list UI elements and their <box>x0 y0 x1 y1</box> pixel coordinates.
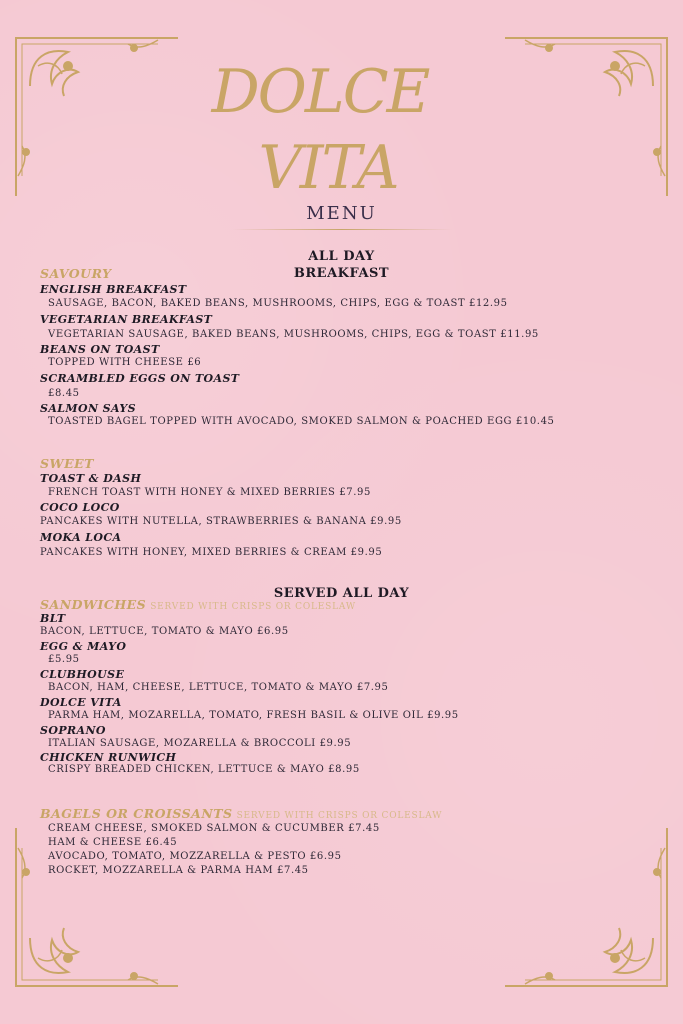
menu-item-name: COCO LOCO <box>40 501 120 514</box>
category-bagels <box>40 806 442 821</box>
logo-line-2: VITA <box>258 133 398 200</box>
ornament-corner-icon <box>8 823 183 998</box>
menu-item-name: CHICKEN RUNWICH <box>40 751 177 764</box>
menu-item-desc: FRENCH TOAST WITH HONEY & MIXED BERRIES £7.95 <box>48 487 371 498</box>
menu-item-desc: CRISPY BREADED CHICKEN, LETTUCE & MAYO £8.95 <box>48 764 360 775</box>
menu-item-desc: TOPPED WITH CHEESE £6 <box>48 357 202 368</box>
ornament-corner-icon <box>500 26 675 201</box>
section-title-all-day: ALL DAY <box>308 249 375 264</box>
menu-item-name: CLUBHOUSE <box>40 668 125 681</box>
menu-item-desc: AVOCADO, TOMATO, MOZZARELLA & PESTO £6.95 <box>48 851 342 862</box>
menu-item-name: MOKA LOCA <box>40 531 122 544</box>
menu-item-name: DOLCE VITA <box>40 696 122 709</box>
menu-item-desc: TOASTED BAGEL TOPPED WITH AVOCADO, SMOKED SALMON & POACHED EGG £10.45 <box>48 416 555 427</box>
menu-item-desc: £8.45 <box>48 388 80 399</box>
menu-item-desc: ITALIAN SAUSAGE, MOZARELLA & BROCCOLI £9.95 <box>48 738 352 749</box>
menu-item-desc: CREAM CHEESE, SMOKED SALMON & CUCUMBER £7.45 <box>48 823 380 834</box>
menu-item-desc: £5.95 <box>48 654 80 665</box>
menu-item-name: BLT <box>40 612 66 625</box>
category-sweet: SWEET <box>40 456 94 471</box>
category-note: SERVED WITH CRISPS OR COLESLAW <box>150 602 356 612</box>
menu-item-name: SALMON SAYS <box>40 402 136 415</box>
menu-item-desc: PARMA HAM, MOZARELLA, TOMATO, FRESH BASIL & OLIVE OIL £9.95 <box>48 710 459 721</box>
menu-item-desc: HAM & CHEESE £6.45 <box>48 837 178 848</box>
menu-item-name: SOPRANO <box>40 724 106 737</box>
menu-item-name: SCRAMBLED EGGS ON TOAST <box>40 372 240 385</box>
menu-item-name: TOAST & DASH <box>40 472 142 485</box>
menu-title: MENU <box>306 203 377 224</box>
category-note: SERVED WITH CRISPS OR COLESLAW <box>236 811 443 821</box>
menu-item-desc: PANCAKES WITH HONEY, MIXED BERRIES & CREAM £9.95 <box>40 547 383 558</box>
category-title: BAGELS OR CROISSANTS <box>40 806 233 821</box>
menu-item-name: VEGETARIAN BREAKFAST <box>40 313 213 326</box>
divider <box>232 229 452 230</box>
menu-item-name: EGG & MAYO <box>40 640 127 653</box>
brand-logo <box>200 40 440 200</box>
ornament-corner-icon <box>500 823 675 998</box>
category-sandwiches <box>40 597 356 612</box>
menu-item-desc: ROCKET, MOZZARELLA & PARMA HAM £7.45 <box>48 865 309 876</box>
menu-item-desc: BACON, LETTUCE, TOMATO & MAYO £6.95 <box>40 626 289 637</box>
menu-item-desc: VEGETARIAN SAUSAGE, BAKED BEANS, MUSHROOMS, CHIPS, EGG & TOAST £11.95 <box>48 329 539 340</box>
menu-item-desc: PANCAKES WITH NUTELLA, STRAWBERRIES & BANANA £9.95 <box>40 516 402 527</box>
menu-item-desc: BACON, HAM, CHEESE, LETTUCE, TOMATO & MAYO £7.95 <box>48 682 389 693</box>
section-title-served-all-day: SERVED ALL DAY <box>273 586 410 601</box>
ornament-corner-icon <box>8 26 183 201</box>
category-savoury: SAVOURY <box>40 266 112 281</box>
section-title-breakfast: BREAKFAST <box>293 266 390 281</box>
logo-line-1: DOLCE <box>211 57 429 127</box>
menu-item-desc: SAUSAGE, BACON, BAKED BEANS, MUSHROOMS, CHIPS, EGG & TOAST £12.95 <box>48 298 508 309</box>
menu-item-name: BEANS ON TOAST <box>40 343 160 356</box>
menu-item-name: ENGLISH BREAKFAST <box>40 283 187 296</box>
category-title: SANDWICHES <box>40 597 147 612</box>
